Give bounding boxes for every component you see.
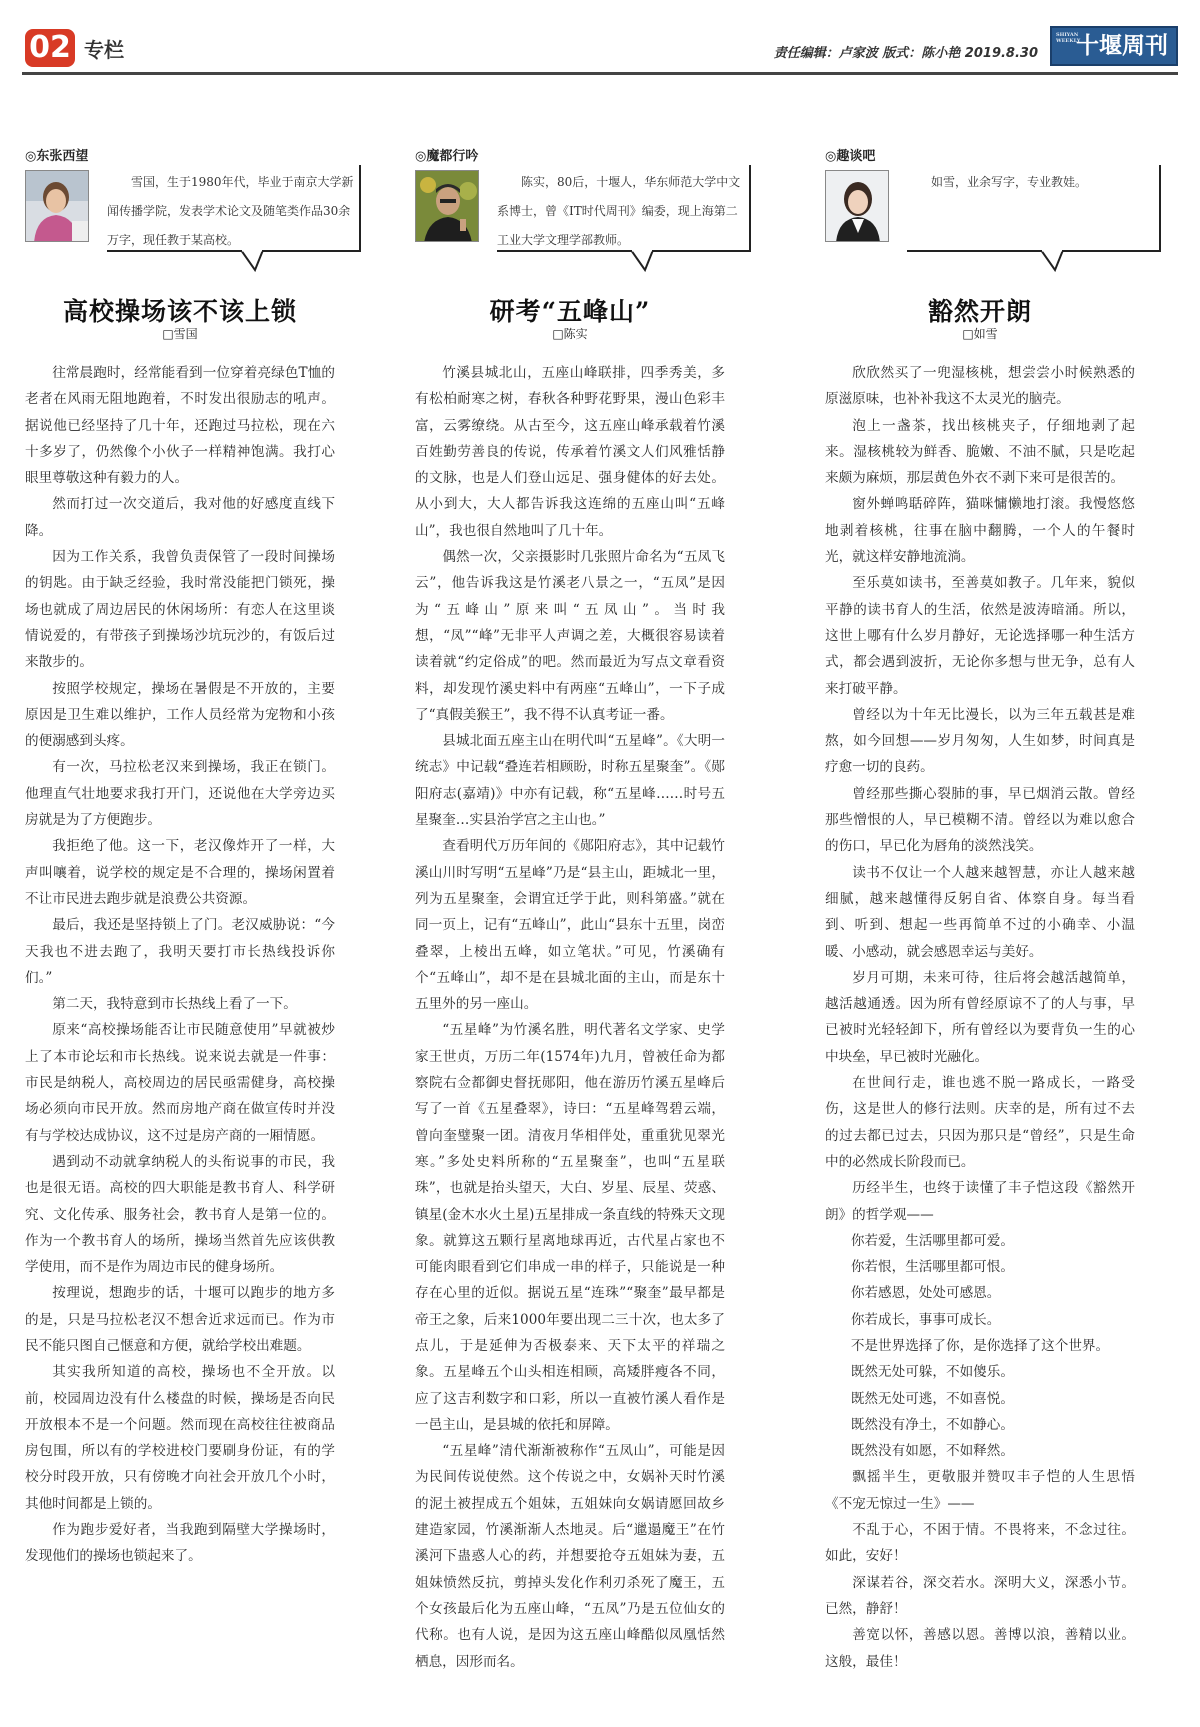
author-bio: 雪国，生于1980年代，毕业于南京大学新闻传播学院，发表学术论文及随笔类作品30余万字，现任教于某高校。 <box>107 165 361 252</box>
paragraph: 因为工作关系，我曾负责保管了一段时间操场的钥匙。由于缺乏经验，我时常没能把门锁死，操场也就成了周边居民的休闲场所：有恋人在这里谈情说爱的，有带孩子到操场沙坑玩沙的，有饭后过来散步的。 <box>25 549 335 671</box>
paragraph: 然而打过一次交道后，我对他的好感度直线下降。 <box>25 496 335 539</box>
paragraph: 曾经那些撕心裂肺的事，早已烟消云散。曾经那些憎恨的人，早已模糊不清。曾经以为难以愈合的伤口，早已化为唇角的淡然浅笑。 <box>825 785 1135 855</box>
paragraph: 遇到动不动就拿纳税人的头衔说事的市民，我也是很无语。高校的四大职能是教书育人、科学研究、文化传承、服务社会，教书育人是第一位的。作为一个教书育人的场所，操场当然首先应该供教学使用，而不是作为周边市民的健身场所。 <box>25 1153 335 1276</box>
paragraph: 县城北面五座主山在明代叫“五星峰”。《大明一统志》中记载“叠连若相顾盼，时称五星聚奎”。《郧阳府志(嘉靖)》中亦有记载，称“五星峰……时号五星聚奎…实县治学宫之主山也。” <box>415 733 725 829</box>
page-number: 02 <box>25 29 75 67</box>
column-tag-label: 趣谈吧 <box>836 149 876 164</box>
author-bio: 如雪，业余写字，专业教娃。 <box>907 165 1161 252</box>
bio-pointer-icon <box>241 250 265 272</box>
article-body <box>415 360 725 1675</box>
poem-line: 不是世界选择了你，是你选择了这个世界。 <box>850 1337 1110 1354</box>
paragraph: 岁月可期，未来可待，往后将会越活越简单，越活越通透。因为所有曾经原谅不了的人与事，早已被时光轻轻卸下，所有曾经以为要背负一生的心中块垒，早已被时光融化。 <box>825 969 1135 1065</box>
paragraph: 读书不仅让一个人越来越智慧，亦让人越来越细腻，越来越懂得反躬自省、体察自身。每当看到、听到、想起一些再简单不过的小确幸、小温暖、小感动，就会感恩幸运与美好。 <box>825 864 1135 960</box>
paragraph: 偶然一次，父亲摄影时几张照片命名为“五凤飞云”，他告诉我这是竹溪老八景之一，“五凤”是因为“五峰山”原来叫“五凤山”。当时我想，“凤”“峰”无非平人声调之差，大概很容易读着读着就“约定俗成”的吧。然而最近为写点文章看资料，却发现竹溪史料中有两座“五峰山”，一下子成了“真假美猴王”，我不得不认真考证一番。 <box>415 549 725 723</box>
poem-line: 你若感恩，处处可感恩。 <box>850 1285 1001 1302</box>
paragraph: 不乱于心，不困于情。不畏将来，不念过往。如此，安好！ <box>825 1522 1135 1565</box>
column-tag-label: 魔都行吟 <box>426 149 479 164</box>
editor-meta: 责任编辑：卢家波 版式：陈小艳 2019.8.30 <box>773 46 1038 61</box>
poem-line: 你若成长，事事可成长。 <box>850 1311 1001 1328</box>
article-author: □如雪 <box>962 327 998 341</box>
bio-pointer-icon <box>631 250 655 272</box>
poem-line: 你若恨，生活哪里都可恨。 <box>850 1259 1014 1276</box>
paragraph: 按理说，想跑步的话，十堰可以跑步的地方多的是，只是马拉松老汉不想舍近求远而已。作为市民不能只图自己惬意和方便，就给学校出难题。 <box>25 1285 335 1354</box>
paragraph: 欣欣然买了一兜湿核桃，想尝尝小时候熟悉的原滋原味，也补补我这不太灵光的脑壳。 <box>825 365 1135 408</box>
column-tag <box>825 145 875 164</box>
column-tag-label: 东张西望 <box>36 149 89 164</box>
poem-line: 既然无处可躲，不如傻乐。 <box>850 1364 1014 1381</box>
tag-marker-icon: ◎ <box>415 149 427 164</box>
paragraph: 善宽以怀，善感以恩。善博以浪，善精以业。这般，最佳！ <box>825 1627 1135 1670</box>
column-tag <box>25 145 88 164</box>
column-tag <box>415 145 478 164</box>
column-modu <box>415 145 775 1715</box>
column-dongzhang <box>25 145 385 1715</box>
paragraph: 深谋若谷，深交若水。深明大义，深悉小节。已然，静舒！ <box>825 1574 1135 1617</box>
paragraph: 飘摇半生，更敬服并赞叹丰子恺的人生思悟《不宠无惊过一生》—— <box>825 1469 1135 1512</box>
author-photo <box>415 170 479 242</box>
section-name: 专栏 <box>84 38 124 62</box>
poem-line: 既然没有净土，不如静心。 <box>850 1416 1014 1433</box>
page-header <box>22 22 1178 74</box>
paragraph: “五星峰”清代渐渐被称作“五凤山”，可能是因为民间传说使然。这个传说之中，女娲补天时竹溪的泥土被捏成五个姐妹，五姐妹向女娲请愿回故乡建造家园，竹溪渐渐人杰地灵。后“邋遢魔王”在竹溪河下蛊惑人心的药，并想要抢夺五姐妹为妻，五姐妹愤然反抗，剪掉头发化作利刃杀死了魔王，五个女孩最后化为五座山峰，“五凤”乃是五位仙女的代称。也有人说，是因为这五座山峰酷似凤凰恬然栖息，因形而名。 <box>415 1443 725 1670</box>
article-author: □陈实 <box>552 327 588 341</box>
article-body <box>825 360 1135 1675</box>
paragraph: 至乐莫如读书，至善莫如教子。几年来，貌似平静的读书育人的生活，依然是波涛暗涌。所以，这世上哪有什么岁月静好，无论选择哪一种生活方式，都会遇到波折，无论你多想与世无争，总有人来打破平静。 <box>825 575 1135 697</box>
paragraph: 第二天，我特意到市长热线上看了一下。 <box>52 996 297 1013</box>
paragraph: 其实我所知道的高校，操场也不全开放。以前，校园周边没有什么楼盘的时候，操场是否向民开放根本不是一个问题。然而现在高校往往被商品房包围，所以有的学校进校门要刷身份证，有的学校分时段开放，只有傍晚才向社会开放几个小时，其他时间都是上锁的。 <box>25 1364 335 1512</box>
author-photo <box>25 170 89 242</box>
paragraph: 历经半生，也终于读懂了丰子恺这段《豁然开朗》的哲学观—— <box>825 1180 1135 1223</box>
bio-pointer-icon <box>1041 250 1065 272</box>
article-author: □雪国 <box>162 327 198 341</box>
article-title: 研考“五峰山” <box>489 297 651 326</box>
paragraph: 有一次，马拉松老汉来到操场，我正在锁门。他理直气壮地要求我打开门，还说他在大学旁边买房就是为了方便跑步。 <box>25 759 335 829</box>
paragraph: 在世间行走，谁也逃不脱一路成长，一路受伤，这是世人的修行法则。庆幸的是，所有过不去的过去都已过去，只因为那只是“曾经”，只是生命中的必然成长阶段而已。 <box>825 1075 1135 1170</box>
masthead-title: 十堰周刊 <box>1076 32 1168 59</box>
paragraph: 最后，我还是坚持锁上了门。老汉威胁说：“今天我也不进去跑了，我明天要打市长热线投诉你们。” <box>25 917 335 986</box>
article-body <box>25 360 335 1570</box>
header-rule <box>22 72 1178 75</box>
column-qutan <box>825 145 1185 1715</box>
masthead-subtitle: SHIYAN WEEKLY <box>1056 32 1081 44</box>
paragraph: 我拒绝了他。这一下，老汉像炸开了一样，大声叫嚷着，说学校的规定是不合理的，操场闲置着不让市民进去跑步就是浪费公共资源。 <box>25 838 335 907</box>
paragraph: 窗外蝉鸣聒碎阵，猫咪慵懒地打滚。我慢悠悠地剥着核桃，往事在脑中翻腾，一个人的午餐时光，就这样安静地流淌。 <box>825 496 1135 566</box>
paragraph: 查看明代万历年间的《郧阳府志》，其中记载竹溪山川时写明“五星峰”乃是“县主山，距城北一里，列为五星聚奎，会谓宜迁学于此，则科第盛。”就在同一页上，记有“五峰山”，此山“县东十五里，岗峦叠翠，上棱出五峰，如立笔状。”可见，竹溪确有个“五峰山”，却不是在县城北面的主山，而是东十五里外的另一座山。 <box>415 838 725 1013</box>
poem-line: 既然无处可逃，不如喜悦。 <box>850 1390 1014 1407</box>
paragraph: 按照学校规定，操场在暑假是不开放的，主要原因是卫生难以维护，工作人员经常为宠物和小孩的便溺感到头疼。 <box>25 680 335 750</box>
tag-marker-icon: ◎ <box>825 149 837 164</box>
paragraph: 竹溪县城北山，五座山峰联排，四季秀美，多有松柏耐寒之树，春秋各种野花野果，漫山色彩丰富，云雾缭绕。从古至今，这五座山峰承载着竹溪百姓勤劳善良的传说，传承着竹溪文人们风雅恬静的文脉，也是人们登山远足、强身健体的好去处。从小到大，大人都告诉我这连绵的五座山叫“五峰山”，我也很自然地叫了几十年。 <box>415 365 725 539</box>
paragraph: 曾经以为十年无比漫长，以为三年五载甚是难熬，如今回想——岁月匆匆，人生如梦，时间真是疗愈一切的良药。 <box>825 706 1135 776</box>
paragraph: 作为跑步爱好者，当我跑到隔壁大学操场时，发现他们的操场也锁起来了。 <box>25 1522 335 1565</box>
author-bio: 陈实，80后，十堰人，华东师范大学中文系博士，曾《IT时代周刊》编委，现上海第二工业大学文理学部教师。 <box>497 165 751 252</box>
paragraph: “五星峰”为竹溪名胜，明代著名文学家、史学家王世贞，万历二年(1574年)九月，曾被任命为都察院右佥都御史督抚郧阳，他在游历竹溪五星峰后写了一首《五星叠翠》，诗曰：“五星峰驾碧云端，曾向奎璧聚一团。清夜月华相伴处，重重犹见翠光寒。”多处史料所称的“五星聚奎”，也叫“五星联珠”，也就是抬头望天，大白、岁星、辰星、荧惑、镇星(金木水火土星)五星排成一条直线的特殊天文现象。就算这五颗行星离地球再近，古代星占家也不可能肉眼看到它们串成一串的样子，只能说是一种存在心里的近似。据说五星“连珠”“聚奎”最早都是帝王之象，后来1000年要出现二三十次，也太多了点儿，于是延伸为否极泰来、天下太平的祥瑞之象。五星峰五个山头相连相顾，高矮胖瘦各不同，应了这吉利数字和口彩，所以一直被竹溪人看作是一邑主山，是县城的依托和屏障。 <box>415 1022 725 1433</box>
paragraph: 泡上一盏茶，找出核桃夹子，仔细地剥了起来。湿核桃较为鲜香、脆嫩、不油不腻，只是吃起来颇为麻烦，那层黄色外衣不剥下来可是很苦的。 <box>825 417 1135 487</box>
paragraph: 原来“高校操场能否让市民随意使用”早就被炒上了本市论坛和市长热线。说来说去就是一件事：市民是纳税人，高校周边的居民亟需健身，高校操场必须向市民开放。然而房地产商在做宣传时并没有与学校达成协议，这不过是房产商的一厢情愿。 <box>25 1022 335 1144</box>
masthead-logo <box>1050 26 1178 66</box>
article-title: 高校操场该不该上锁 <box>62 297 297 326</box>
article-title: 豁然开朗 <box>927 297 1032 326</box>
poem-line: 你若爱，生活哪里都可爱。 <box>850 1232 1014 1249</box>
paragraph: 往常晨跑时，经常能看到一位穿着亮绿色T恤的老者在风雨无阻地跑着，不时发出很励志的吼声。据说他已经坚持了几十年，还跑过马拉松，现在六十多岁了，仍然像个小伙子一样精神饱满。我打心眼里尊敬这种有毅力的人。 <box>25 365 335 487</box>
tag-marker-icon: ◎ <box>25 149 37 164</box>
author-photo <box>825 170 889 242</box>
poem-line: 既然没有如愿，不如释然。 <box>850 1443 1014 1460</box>
